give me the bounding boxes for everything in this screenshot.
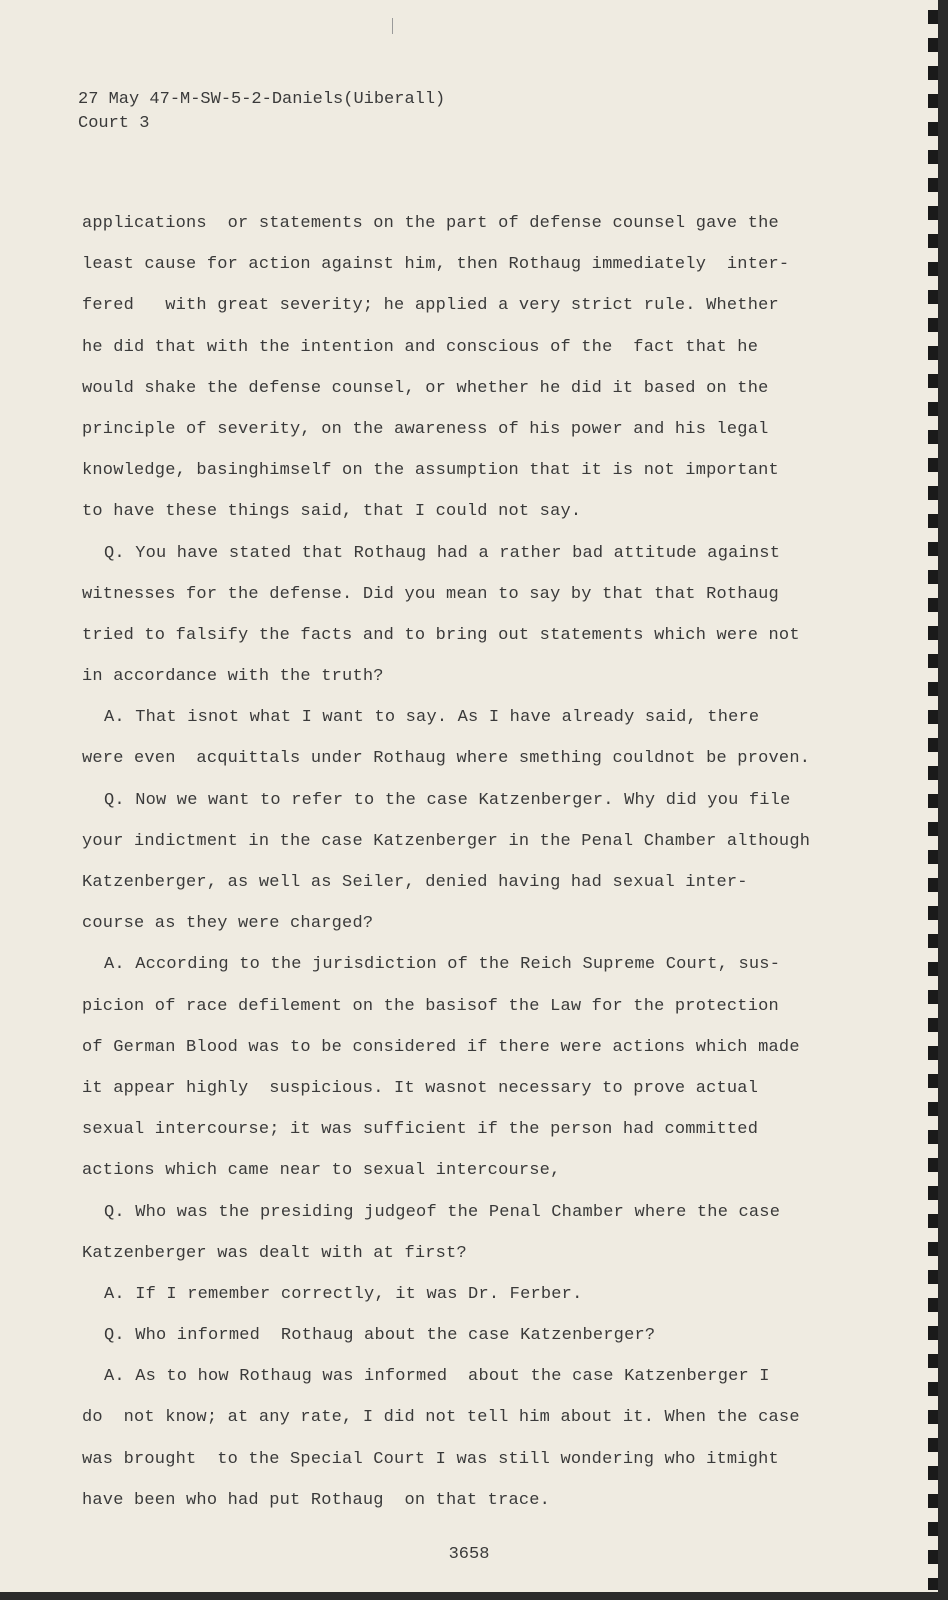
page-tick-mark xyxy=(392,18,393,34)
document-header xyxy=(78,88,445,136)
transcript-line: he did that with the intention and conscious of the fact that he xyxy=(82,337,759,357)
header-reference: 27 May 47-M-SW-5-2-Daniels(Uiberall) xyxy=(78,90,446,109)
transcript-line: in accordance with the truth? xyxy=(82,667,384,687)
transcript-line: fered with great severity; he applied a very strict rule. Whether xyxy=(82,296,779,316)
transcript-line: would shake the defense counsel, or whether he did it based on the xyxy=(82,378,769,398)
transcript-line: sexual intercourse; it was sufficient if the person had committed xyxy=(82,1120,759,1140)
transcript-line: actions which came near to sexual intercourse, xyxy=(82,1161,561,1181)
binding-holes xyxy=(928,10,938,1590)
transcript-line-answer: A. As to how Rothaug was informed about the case Katzenberger I xyxy=(104,1367,770,1387)
transcript-line: of German Blood was to be considered if there were actions which made xyxy=(82,1037,800,1057)
page-number: 3658 xyxy=(448,1545,490,1564)
transcript-line-answer: A. That isnot what I want to say. As I have already said, there xyxy=(104,708,760,728)
transcript-line: course as they were charged? xyxy=(82,914,374,934)
transcript-line: least cause for action against him, then Rothaug immediately inter- xyxy=(82,255,790,275)
transcript-line: witnesses for the defense. Did you mean to say by that that Rothaug xyxy=(82,584,779,604)
transcript-line: was brought to the Special Court I was still wondering who itmight xyxy=(82,1449,779,1469)
transcript-line-answer: A. If I remember correctly, it was Dr. Ferber. xyxy=(104,1284,583,1304)
transcript-line: picion of race defilement on the basisof the Law for the protection xyxy=(82,996,779,1016)
transcript-line: Katzenberger was dealt with at first? xyxy=(82,1243,467,1263)
transcript-line-question: Q. Now we want to refer to the case Katzenberger. Why did you file xyxy=(104,790,791,810)
header-court: Court 3 xyxy=(78,114,150,133)
transcript-line-question: Q. You have stated that Rothaug had a rather bad attitude against xyxy=(104,543,781,563)
transcript-body xyxy=(82,212,812,1530)
transcript-line: to have these things said, that I could not say. xyxy=(82,502,582,522)
transcript-line: were even acquittals under Rothaug where smething couldnot be proven. xyxy=(82,749,811,769)
transcript-line: your indictment in the case Katzenberger in the Penal Chamber although xyxy=(82,831,811,851)
transcript-line: knowledge, basinghimself on the assumption that it is not important xyxy=(82,461,779,481)
transcript-line-answer: A. According to the jurisdiction of the Reich Supreme Court, sus- xyxy=(104,955,781,975)
transcript-line: Katzenberger, as well as Seiler, denied having had sexual inter- xyxy=(82,873,748,892)
transcript-line: tried to falsify the facts and to bring out statements which were not xyxy=(82,625,800,645)
transcript-line: applications or statements on the part of defense counsel gave the xyxy=(82,214,779,233)
transcript-line: principle of severity, on the awareness of his power and his legal xyxy=(82,419,769,439)
transcript-line-question: Q. Who informed Rothaug about the case Katzenberger? xyxy=(104,1326,656,1346)
transcript-line-question: Q. Who was the presiding judgeof the Penal Chamber where the case xyxy=(104,1202,781,1222)
transcript-line: do not know; at any rate, I did not tell him about it. When the case xyxy=(82,1408,800,1428)
transcript-line: have been who had put Rothaug on that trace. xyxy=(82,1490,551,1510)
transcript-line: it appear highly suspicious. It wasnot necessary to prove actual xyxy=(82,1078,759,1098)
